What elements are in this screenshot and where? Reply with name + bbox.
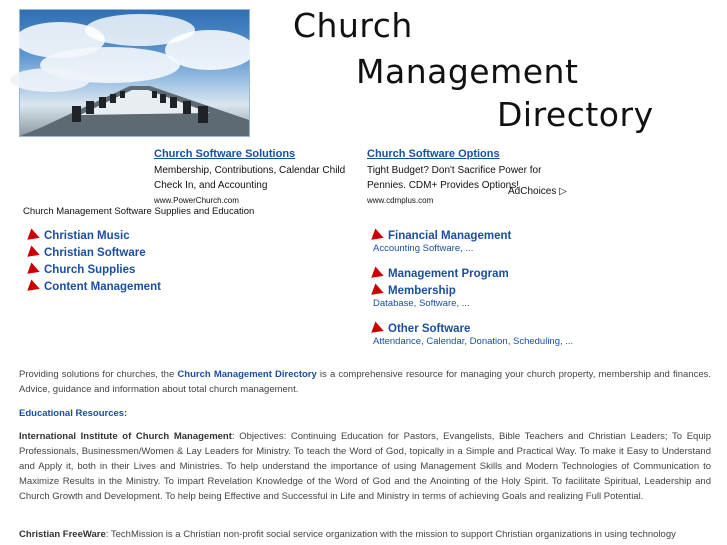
subcategory-link[interactable]: Attendance [373, 336, 422, 347]
category-label[interactable]: Other Software [388, 322, 471, 335]
intro-paragraph [19, 367, 711, 397]
site-title-line-1: Church [293, 6, 413, 45]
red-arrow-icon [371, 266, 385, 281]
red-arrow-icon [371, 283, 385, 298]
ad-block-1 [154, 147, 354, 205]
intro-text: is a comprehensive resource for managing your church property, membership and finances. Advice, guidance and information about total church management. [19, 369, 711, 395]
iicm-text: : Objectives: Continuing Education for Pastors, Evangelists, Bible Teachers and Christian Leaders; To Equip Professionals, Businessmen/Women & Lay Leaders for Ministry. To teach the Word of God, topically in a Simple and Practical Way. To make it Easy to Understand and Apply it, both in their Lives and Ministries. To help understand the importance of using Management Skills and Modern Technologies of Communication to Maximize Results in the Ministry. To impart Revelation Knowledge of the Word of God and the Anointing of the Holy Spirit. To facilitate Spiritual, Leadership and Church Growth and Development. To help being Effective and Successful in Life and Ministry in terms of achieving Goals and realizing Full Potential. [19, 431, 711, 502]
subcategory-link[interactable]: Accounting Software [373, 243, 461, 254]
subcategory-link[interactable]: Donation [469, 336, 508, 347]
category-christian-software[interactable] [29, 244, 146, 262]
red-arrow-icon [371, 321, 385, 336]
educational-heading: Educational Resources: [19, 408, 128, 419]
iicm-name: International Institute of Church Management [19, 431, 232, 442]
site-title-line-3: Directory [497, 95, 654, 134]
ad-title-link[interactable]: Church Software Options [367, 148, 500, 160]
freeware-paragraph [19, 527, 711, 542]
more-link[interactable]: ... [565, 336, 574, 347]
site-title-line-2: Management [356, 52, 579, 91]
category-label[interactable]: Content Management [44, 280, 161, 293]
ad-text: Tight Budget? Don't Sacrifice Power for [367, 165, 542, 176]
supplies-caption: Church Management Software Supplies and Education [23, 206, 255, 217]
intro-text: Providing solutions for churches, the [19, 369, 178, 380]
more-link[interactable]: ... [461, 298, 470, 309]
category-content-management[interactable] [29, 278, 161, 296]
category-label[interactable]: Christian Music [44, 229, 130, 242]
subcategory-list: Accounting Software, ... [373, 243, 474, 254]
iicm-paragraph [19, 429, 711, 504]
adchoices-link[interactable]: AdChoices ▷ [508, 186, 567, 197]
red-arrow-icon [27, 262, 41, 277]
subcategory-list: Attendance, Calendar, Donation, Scheduling, ... [373, 336, 574, 347]
directory-link[interactable]: Church Management Directory [177, 369, 317, 380]
category-label[interactable]: Membership [388, 284, 456, 297]
category-christian-music[interactable] [29, 227, 130, 245]
red-arrow-icon [371, 228, 385, 243]
ad-text: Check In, and Accounting [154, 180, 268, 191]
ad-url[interactable]: www.PowerChurch.com [154, 196, 239, 205]
red-arrow-icon [27, 228, 41, 243]
subcategory-link[interactable]: Database [373, 298, 414, 309]
ad-text: Pennies. CDM+ Provides Options! [367, 180, 520, 191]
ad-text: Membership, Contributions, Calendar Child [154, 165, 346, 176]
subcategory-link[interactable]: Scheduling [512, 336, 560, 347]
subcategory-link[interactable]: Calendar [426, 336, 465, 347]
freeware-name: Christian FreeWare [19, 529, 106, 540]
ad-title-link[interactable]: Church Software Solutions [154, 148, 296, 160]
category-label[interactable]: Church Supplies [44, 263, 136, 276]
category-church-supplies[interactable] [29, 261, 135, 279]
category-label[interactable]: Financial Management [388, 229, 512, 242]
category-management-program[interactable] [373, 265, 509, 283]
hero-image [19, 9, 250, 137]
ad-url[interactable]: www.cdmplus.com [367, 196, 434, 205]
subcategory-link[interactable]: Software [418, 298, 457, 309]
subcategory-list: Database, Software, ... [373, 298, 470, 309]
more-link[interactable]: ... [465, 243, 474, 254]
category-label[interactable]: Management Program [388, 267, 509, 280]
red-arrow-icon [27, 279, 41, 294]
category-label[interactable]: Christian Software [44, 246, 146, 259]
freeware-text: : TechMission is a Christian non-profit social service organization with the mission to support Christian organizations in using technology [105, 529, 676, 540]
red-arrow-icon [27, 245, 41, 260]
